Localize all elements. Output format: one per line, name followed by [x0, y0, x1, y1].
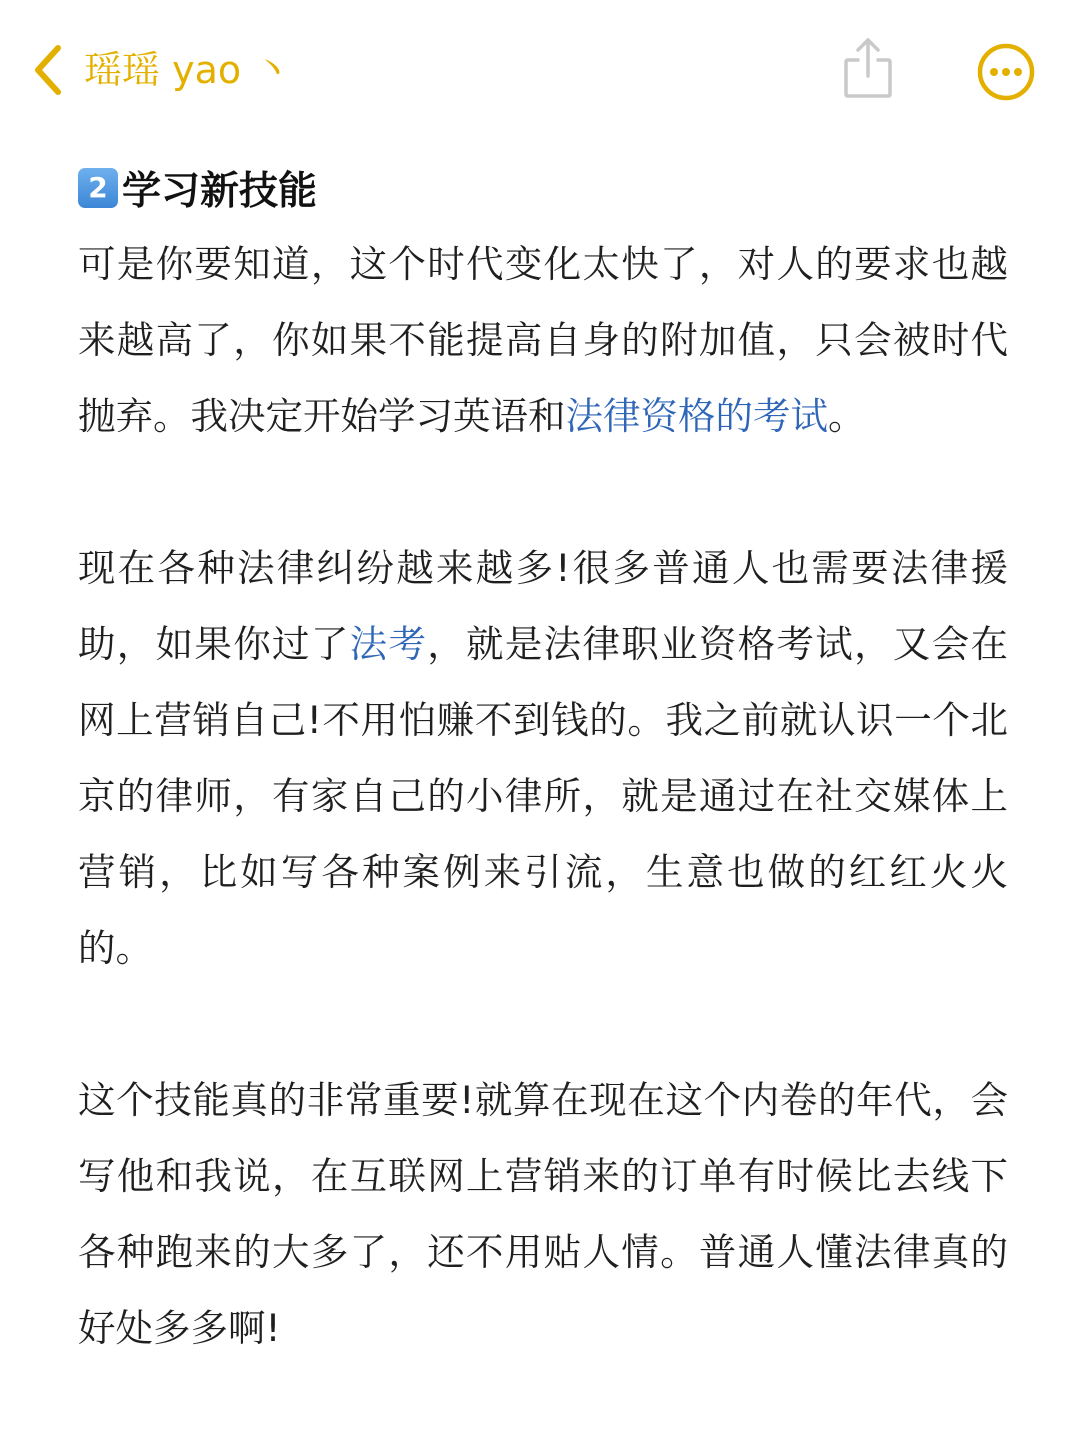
paragraph-2-end: ，就是法律职业资格考试，又会在网上营销自己!不用怕赚不到钱的。我之前就认识一个北京的律师，有家自己的小律所，就是通过在社交媒体上营销，比如写各种案例来引流，生意也做的红红火火的。 — [78, 622, 1009, 970]
law-exam-link[interactable]: 法律资格的考试 — [565, 394, 828, 438]
number-2-keycap-emoji: 2 — [78, 168, 118, 208]
more-horizontal-circle-icon — [976, 42, 1036, 102]
paragraph-2 — [78, 530, 1008, 986]
share-icon — [836, 34, 900, 106]
blank-line — [78, 986, 1008, 1062]
section-heading — [78, 150, 1008, 226]
paragraph-1-text: 可是你要知道，这个时代变化太快了，对人的要求也越来越高了，你如果不能提高自身的附加值，只会被时代抛弃。我决定开始学习英语和 — [78, 242, 1008, 438]
paragraph-1 — [78, 226, 1008, 454]
section-heading-text: 学习新技能 — [122, 169, 318, 214]
paragraph-1-end: 。 — [828, 394, 866, 438]
share-button[interactable] — [836, 34, 900, 106]
chevron-left-icon — [28, 42, 72, 98]
back-button[interactable] — [28, 42, 72, 98]
fakao-link[interactable]: 法考 — [349, 622, 428, 666]
paragraph-2-text: 现在各种法律纠纷越来越多!很多普通人也需要法律援助，如果你过了 — [78, 546, 1008, 666]
top-navbar — [0, 0, 1080, 140]
blank-line — [78, 454, 1008, 530]
more-options-button[interactable] — [976, 42, 1036, 102]
note-body[interactable] — [78, 150, 1008, 1366]
note-author-title[interactable]: 瑶瑶 yao 丶 — [84, 48, 292, 92]
paragraph-3: 这个技能真的非常重要!就算在现在这个内卷的年代，会写他和我说，在互联网上营销来的订单有时候比去线下各种跑来的大多了，还不用贴人情。普通人懂法律真的好处多多啊! — [78, 1078, 1008, 1350]
